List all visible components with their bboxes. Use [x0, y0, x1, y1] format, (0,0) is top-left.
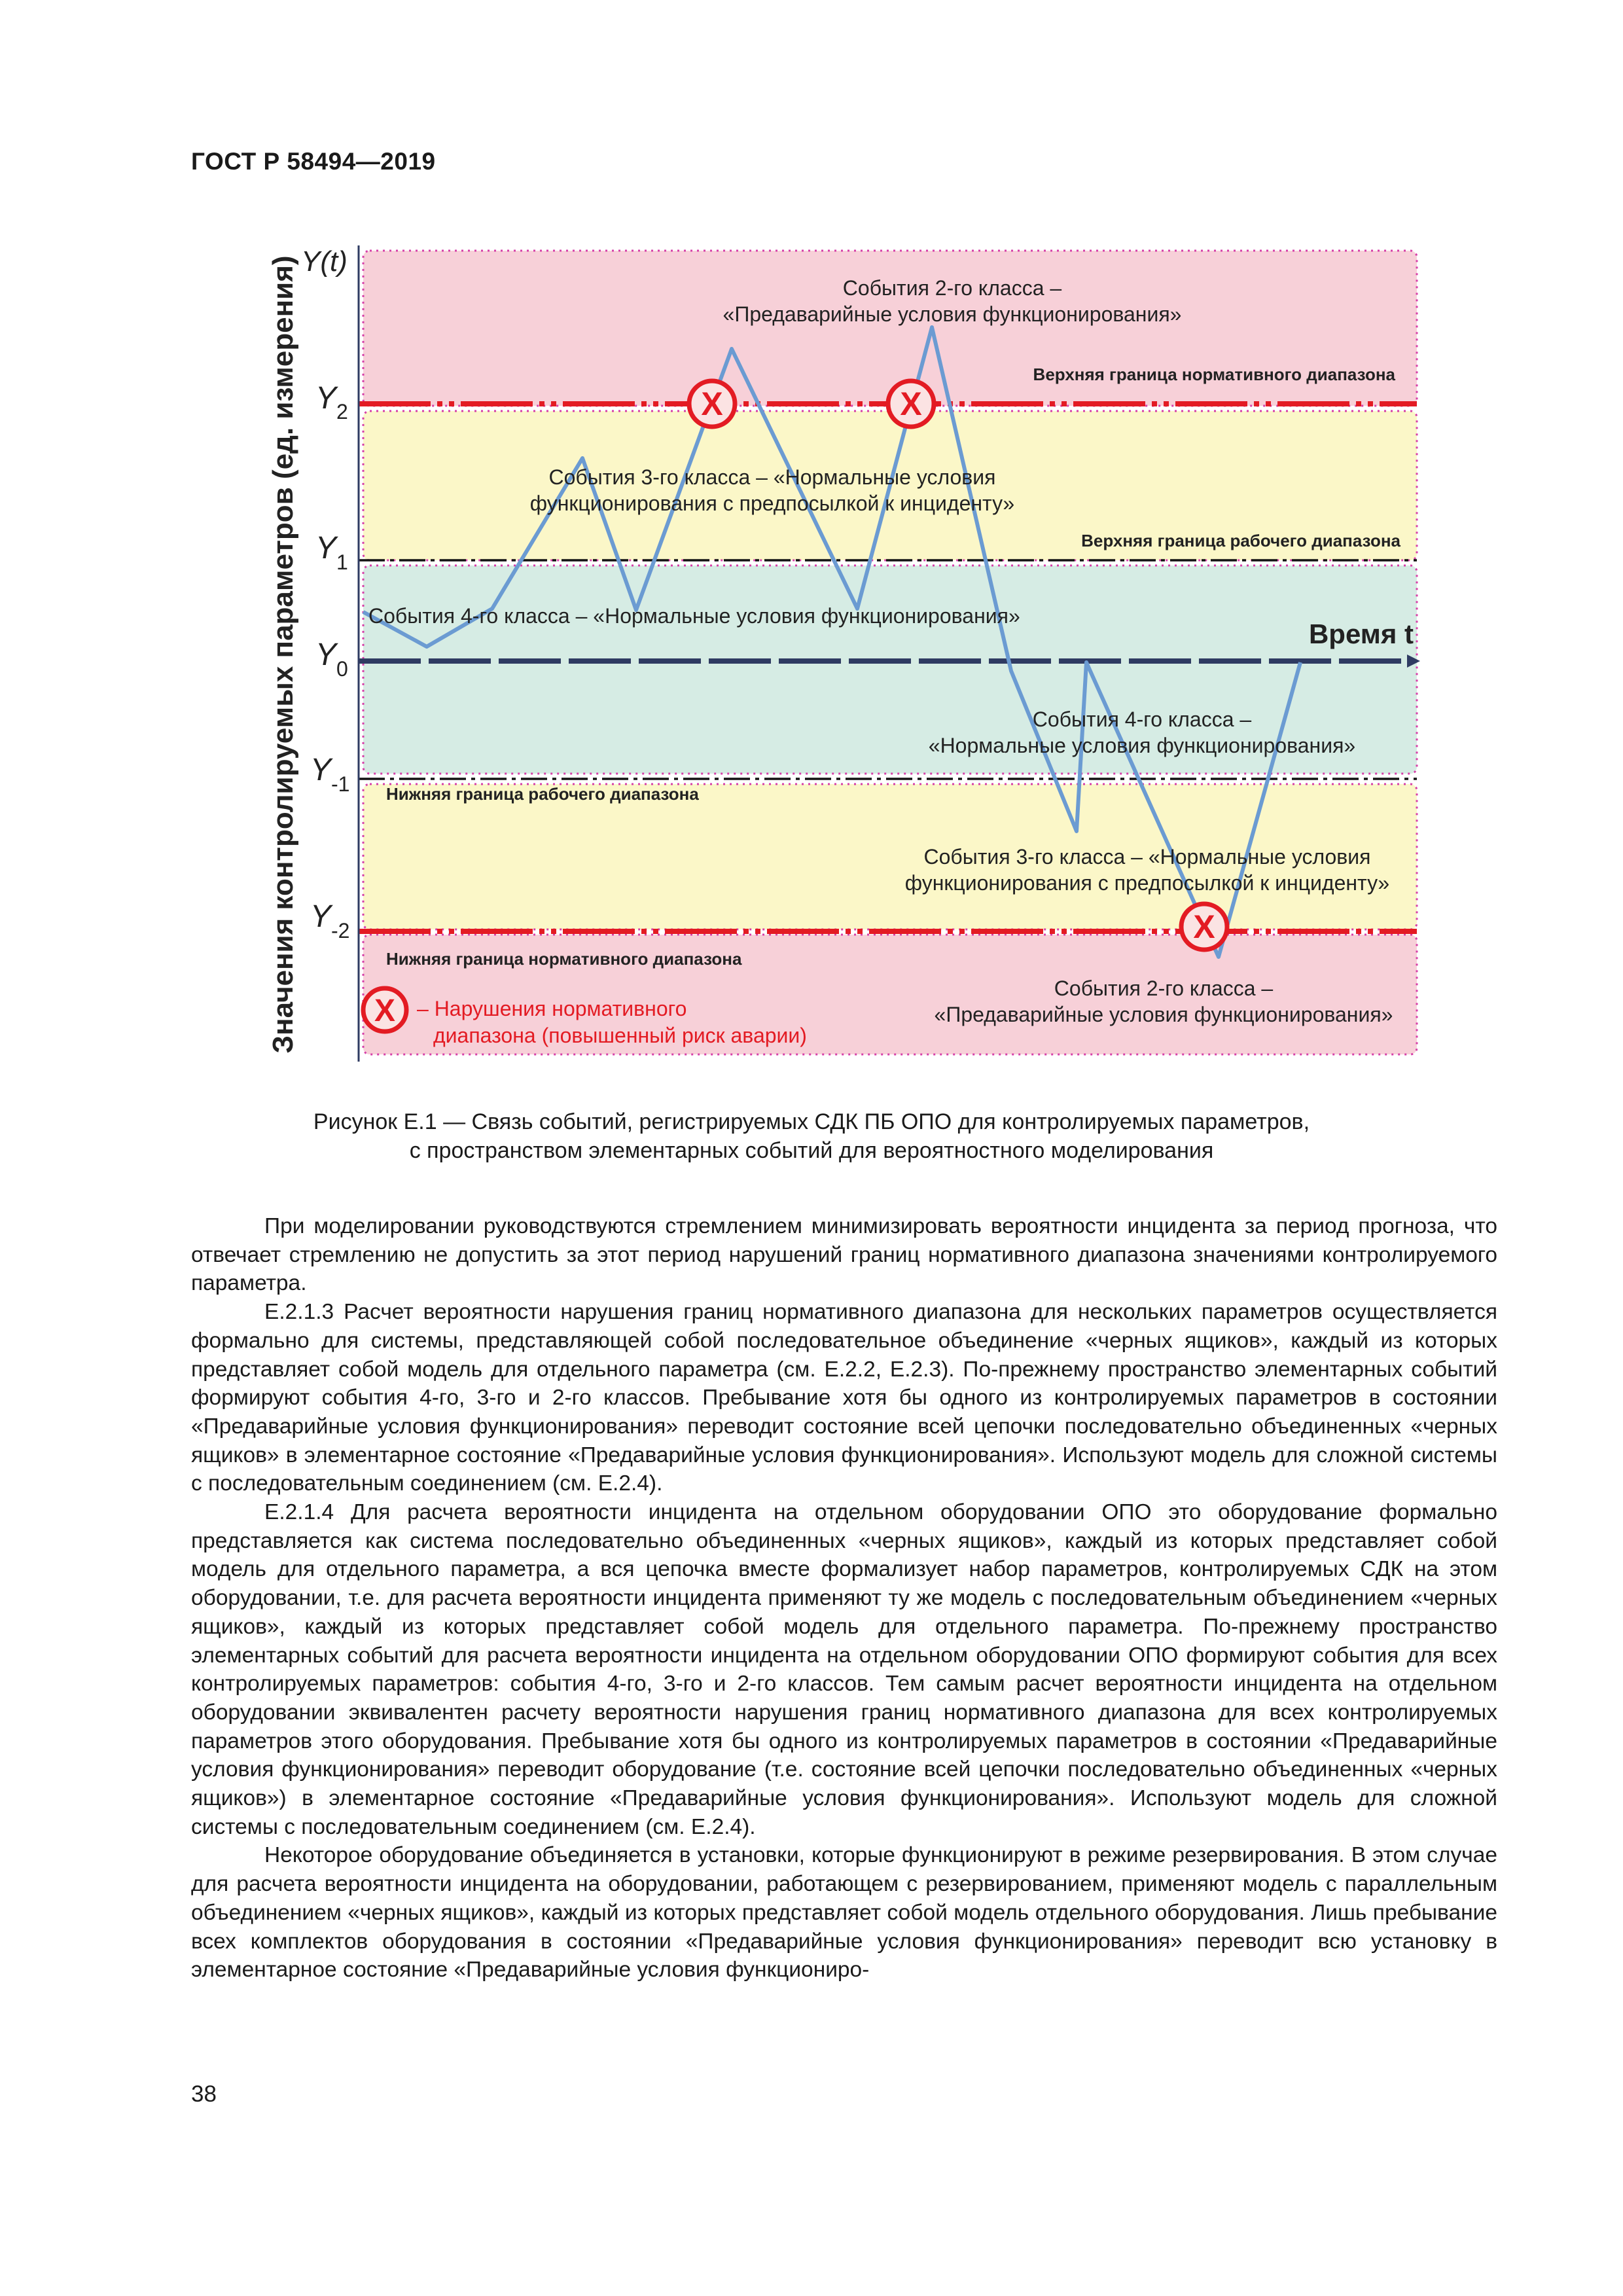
green-bottom-zone-text: События 4-го класса –	[1032, 708, 1252, 731]
green-bottom-zone-text: «Нормальные условия функционирования»	[928, 734, 1356, 757]
top-yellow-zone-text: функционирования с предпосылкой к инциденту»	[529, 492, 1015, 515]
document-header: ГОСТ Р 58494—2019	[191, 148, 436, 175]
svg-text:X: X	[701, 386, 723, 422]
page-number: 38	[191, 2081, 217, 2107]
y-axis-title: Значения контролируемых параметров (ед. измерения)	[267, 255, 299, 1054]
svg-text:-1: -1	[331, 772, 350, 796]
svg-text:Y: Y	[310, 753, 332, 787]
body-text	[191, 1212, 1497, 1984]
svg-text:0: 0	[336, 657, 348, 681]
paragraph: Некоторое оборудование объединяется в установки, которые функционируют в режиме резервирования. В этом случае для расчета вероятности инцидента на оборудовании, работающем с резервированием, применяют модель с параллельным объединением «черных ящиков», каждый из которых представляет собой модель отдельного оборудования. Лишь пребывание всех комплектов оборудования в состоянии «Предаварийные условия функционирования» переводит всю установку в элементарное состояние «Предаварийные условия функциониро-	[191, 1843, 1497, 1982]
svg-text:-2: -2	[331, 919, 350, 942]
svg-text:X: X	[374, 994, 396, 1028]
paragraph: При моделировании руководствуются стремлением минимизировать вероятности инцидента за период прогноза, что отвечает стремлению не допустить за этот период нарушений границ нормативного диапазона значениями контролируемого параметра.	[191, 1214, 1497, 1296]
legend-text: – Нарушения нормативного	[417, 997, 687, 1020]
level-y1-label	[315, 531, 348, 574]
level-ym2-label	[310, 899, 349, 942]
svg-text:X: X	[900, 386, 922, 422]
violation-marker	[689, 381, 735, 427]
bottom-yellow-zone-text: функционирования с предпосылкой к инциденту»	[904, 871, 1390, 895]
svg-text:X: X	[1193, 908, 1215, 945]
level-y0-label	[315, 637, 348, 681]
level-ym1-label	[310, 753, 349, 796]
green-top-zone-text: События 4-го класса – «Нормальные условия функционирования»	[368, 604, 1020, 628]
legend-violation-marker	[363, 988, 406, 1031]
upper-work-boundary-label: Верхняя граница рабочего диапазона	[1081, 531, 1400, 550]
caption-line: Рисунок Е.1 — Связь событий, регистрируемых СДК ПБ ОПО для контролируемых параметров,	[313, 1109, 1310, 1134]
bottom-red-zone-text: События 2-го класса –	[1054, 977, 1274, 1000]
svg-text:Y: Y	[315, 637, 337, 672]
svg-text:Y: Y	[310, 899, 332, 934]
top-red-zone-text: События 2-го класса –	[842, 276, 1062, 300]
caption-line: с пространством элементарных событий для вероятностного моделирования	[409, 1138, 1214, 1163]
paragraph: Е.2.1.4 Для расчета вероятности инцидента на отдельном оборудовании ОПО это оборудование формально представляется как система последовательно объединенных «черных ящиков», каждый из которых представляет собой модель для отдельного параметра, а вся цепочка вместе формализует набор параметров, контролируемых СДК на этом оборудовании, т.е. для расчета вероятности инцидента применяют ту же модель с последовательным объединением «черных ящиков», каждый из которых представляет собой модель для отдельного параметра. По-прежнему пространство элементарных событий для расчета вероятности инцидента на отдельном оборудовании ОПО формируют события для всех контролируемых параметров: события 4-го, 3-го и 2-го классов. Тем самым расчет вероятности инцидента на отдельном оборудовании эквивалентен расчету вероятности нарушения границ нормативного диапазона для всех контролируемых параметров этого оборудования. Пребывание хотя бы одного из контролируемых параметров в состоянии «Предаварийные условия функционирования» переводит оборудование (т.е. состояние всей цепочки последовательно объединенных «черных ящиков») в элементарное состояние «Предаварийные условия функционирования». Используют модель для сложной системы с последовательным соединением (см. Е.2.4).	[191, 1500, 1497, 1839]
y-axis-top-label: Y(t)	[301, 245, 348, 278]
svg-text:Y: Y	[315, 381, 337, 416]
lower-work-boundary-label: Нижняя граница рабочего диапазона	[386, 784, 699, 804]
svg-text:Y: Y	[315, 531, 337, 565]
upper-norm-boundary-label: Верхняя граница нормативного диапазона	[1033, 365, 1395, 384]
top-red-zone-text: «Предаварийные условия функционирования»	[722, 302, 1182, 326]
events-figure	[0, 0, 1623, 1113]
figure-caption	[196, 1107, 1427, 1165]
legend-text: диапазона (повышенный риск аварии)	[433, 1024, 807, 1047]
violation-marker	[1181, 904, 1227, 950]
top-yellow-zone-text: События 3-го класса – «Нормальные условия	[548, 465, 996, 489]
bottom-yellow-zone-text: События 3-го класса – «Нормальные условия	[923, 845, 1371, 869]
svg-text:1: 1	[336, 550, 348, 574]
svg-text:2: 2	[336, 400, 348, 423]
lower-norm-boundary-label: Нижняя граница нормативного диапазона	[386, 949, 742, 969]
time-axis-label: Время t	[1308, 619, 1414, 649]
level-y2-label	[315, 381, 348, 423]
bottom-red-zone-text: «Предаварийные условия функционирования»	[934, 1003, 1393, 1026]
paragraph: Е.2.1.3 Расчет вероятности нарушения границ нормативного диапазона для нескольких параметров осуществляется формально для системы, представляющей собой последовательное объединение «черных ящиков», каждый из которых представляет собой модель для отдельного параметра (см. Е.2.2, Е.2.3). По-прежнему пространство элементарных событий формируют события 4-го, 3-го и 2-го классов. Пребывание хотя бы одного из контролируемых параметров в состоянии «Предаварийные условия функционирования» переводит состояние всей цепочки последовательно объединенных «черных ящиков» в элементарное состояние «Предаварийные условия функционирования». Используют модель для сложной системы с последовательным соединением (см. Е.2.4).	[191, 1300, 1497, 1496]
violation-marker	[888, 381, 934, 427]
